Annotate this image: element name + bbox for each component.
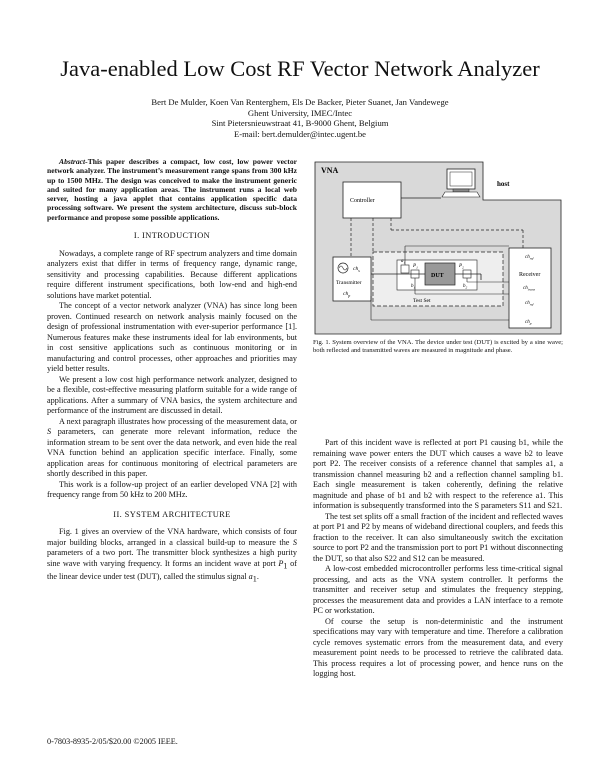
abstract-body: This paper describes a compact, low cost, low power vector network analyzer. The instrument’s measurement range spans from 300 kHz up to 1500 MHz. The design was conceived to make the instrument generic and suited for many application areas. The instrument runs a local web server, hosting a java applet that contains application specific data processing software. We present the system architecture, discuss sub-block performance and propose some possible applications.: [47, 157, 297, 222]
arch-p1-text-c: parameters of a two port. The transmitter block synthesizes a high purity sine wave with varying frequency. It forms an incident wave at port: [47, 548, 297, 568]
host-computer-icon: [442, 169, 480, 197]
right-paragraph-2: The test set splits off a small fraction of the incident and reflected waves at port P1 and P2 by means of wideband directional couplers, and feeds this fraction to the receiver. It can also simultaneously switch the excitation source to port P2 and the transmission port to port P1 without disconnecting the DUT, so that also S22 and S12 can be measured.: [313, 511, 563, 563]
vna-block-diagram: [313, 160, 563, 336]
receiver-ch-p-label: $ch_p$: [525, 320, 532, 326]
receiver-ch-ref-label: $ch_{ref}$: [525, 255, 534, 261]
intro-paragraph-2: The concept of a vector network analyzer (VNA) has since long been proven. Continued research on network analysis mainly focused on the design of professional instrumentation with ever-superior performance [1]. Numerous features make these instruments ideal for lab environments, but in cost sensitive applications such as continuous monitoring or in manufacturing and control processes, other approaches and priorities may yield better results.: [47, 301, 297, 374]
arch-paragraph-1: [47, 527, 297, 585]
host-label: host: [497, 180, 510, 188]
intro-paragraph-3: We present a low cost high performance network analyzer, designed to be a flexible, cost-effective measuring platform suitable for a wide range of applications. After a summary of VNA basics, the system architecture and performance of the instrument are discussed in detail.: [47, 374, 297, 416]
author-address: Sint Pietersnieuwstraat 41, B-9000 Ghent, Belgium: [211, 118, 389, 129]
controller-label: Controller: [350, 198, 375, 204]
paper-title: Java-enabled Low Cost RF Vector Network Analyzer: [60, 56, 540, 81]
dut-label: DUT: [431, 273, 444, 279]
section-heading-architecture: II. SYSTEM ARCHITECTURE: [113, 509, 231, 519]
right-paragraph-4: Of course the setup is non-deterministic and the instrument specifications may vary with temperature and time. Therefore a calibration cycle removes systematic errors from the measurement data, and every measurement point needs to be processed to retrieve the calibrated data. This process requires a lot of processing power, and hence runs on the logging host.: [313, 616, 563, 678]
intro-p4-italic-s: S: [47, 427, 52, 437]
author-email: E-mail: bert.demulder@intec.ugent.be: [234, 129, 366, 140]
receiver-ch-refl-label: $ch_{ref}$: [525, 301, 534, 307]
port-p2-label: $P_2$: [459, 264, 464, 270]
arch-p1-signal-sub: 1: [252, 574, 257, 584]
arch-p1-port-sub: 1: [283, 561, 288, 571]
intro-paragraph-5: This work is a follow-up project of an earlier developed VNA [2] with frequency range from 50 kHz to 200 MHz.: [47, 479, 297, 500]
intro-p4-text-a: A next paragraph illustrates how processing of the measurement data, or: [59, 416, 297, 426]
transmitter-ch-label: $ch_s$: [353, 266, 360, 273]
copyright-footer: 0-7803-8935-2/05/$20.00 ©2005 IEEE.: [47, 737, 178, 746]
abstract: [47, 157, 297, 222]
arch-p1-text-a: Fig. 1 gives an overview of the VNA hardware, which consists of four major building blocks, arranged in a classical build-up to measure the: [47, 527, 297, 547]
transmitter-label: Transmitter: [336, 280, 362, 286]
signal-b2-label: $b_2$: [463, 284, 468, 290]
signal-b1-label: $b_1$: [411, 284, 416, 290]
coupler-a1: [401, 265, 409, 273]
right-paragraph-3: A low-cost embedded microcontroller performs less time-critical signal processing, and acts as the VNA system controller. It performs the transmitter and receiver setup and stimulates the frequency stepping, processes the measurement data and provides a LAN interface to a remote PC or workstation.: [313, 564, 563, 615]
abstract-lead: Abstract-: [59, 157, 88, 166]
author-names: Bert De Mulder, Koen Van Renterghem, Els De Backer, Pieter Suanet, Jan Vandewege: [151, 97, 449, 107]
intro-paragraph-1: Nowadays, a complete range of RF spectrum analyzers and time domain analyzers exist that differ in terms of frequency range, dynamic range, sensitivity and processing capabilities. Because different applications require different instrument specifications, both low-end and high-end solutions have market potential.: [47, 248, 297, 300]
arch-p1-italic-s: S: [292, 537, 297, 547]
right-column: [313, 438, 563, 680]
figure-1-caption: Fig. 1. System overview of the VNA. The device under test (DUT) is excited by a sine wave; both reflected and transmitted waves are measured in magnitude and phase.: [313, 339, 563, 355]
intro-p4-text-c: parameters, can generate more relevant information, reduce the information stream to be sent over the data network, and even hide the real VNA function behind an application specific interface. Finally, some application areas for continuous monitoring of electrical parameters are shortly described in this paper.: [47, 427, 297, 479]
intro-paragraph-4: [47, 417, 297, 480]
left-column: [47, 157, 297, 585]
transmitter-chp-label: $ch_p$: [343, 291, 351, 298]
arch-p1-end: .: [256, 571, 259, 581]
signal-a1-label: $a_1$: [401, 259, 406, 265]
author-affiliation: Ghent University, IMEC/Intec: [247, 107, 353, 118]
transmitter-block: [333, 257, 371, 301]
port-p1-label: $P_1$: [413, 264, 418, 270]
test-set-label: Test Set: [413, 298, 431, 304]
figure-1: [313, 160, 563, 336]
arch-p1-port: P: [278, 558, 284, 568]
right-paragraph-1: Part of this incident wave is reflected at port P1 causing b1, while the remaining wave power enters the DUT which causes a wave b2 to leave port P2. The receiver consists of a reference channel that samples a1, a transmission channel measuring b2 and a reflection channel sampling b1. Each single measurement is taken coherently, defining the relative magnitude and phase of b1 and b2 with respect to the reference a1. This information is subsequently transformed into the S parameters S11 and S21.: [313, 438, 563, 510]
author-block: [0, 97, 600, 140]
receiver-label: Receiver: [519, 272, 541, 278]
vna-label: VNA: [321, 166, 339, 175]
receiver-ch-trans-label: $ch_{trans}$: [523, 286, 535, 292]
arch-p1-text-f: of the linear device under test (DUT), called the stimulus signal: [47, 558, 297, 581]
arch-p1-signal: a: [248, 571, 253, 581]
section-heading-introduction: I. INTRODUCTION: [133, 231, 211, 241]
